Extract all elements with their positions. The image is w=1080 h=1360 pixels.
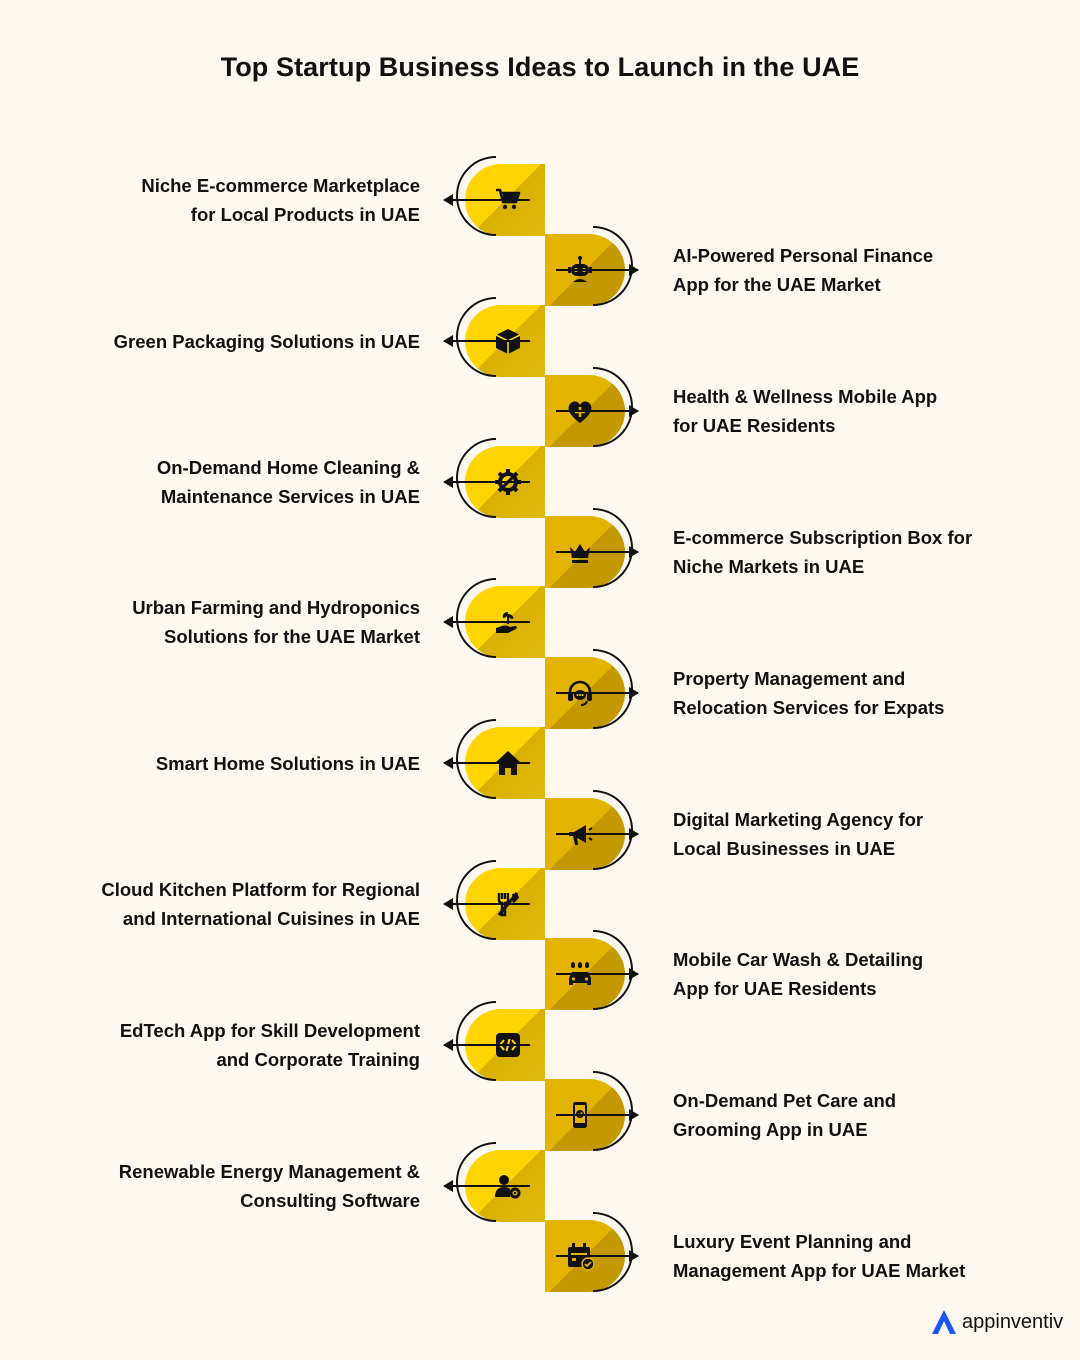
arrow-left-icon	[556, 1114, 638, 1116]
idea-label-line1: Green Packaging Solutions in UAE	[113, 331, 420, 352]
idea-label-line1: Digital Marketing Agency for	[673, 809, 924, 830]
idea-label	[40, 1157, 420, 1215]
idea-label	[673, 1227, 1053, 1285]
brand-logo	[930, 1306, 1063, 1338]
arrow-left-icon	[556, 269, 638, 271]
idea-label-line1: E-commerce Subscription Box for	[673, 527, 973, 548]
idea-label-line1: On-Demand Pet Care and	[673, 1090, 897, 1111]
arrow-right-icon	[444, 199, 530, 201]
arrow-right-icon	[444, 621, 530, 623]
idea-label-line2: Relocation Services for Expats	[673, 697, 945, 718]
idea-label	[40, 749, 420, 778]
idea-label	[673, 382, 1053, 440]
idea-label	[40, 1016, 420, 1074]
arrow-left-icon	[556, 1255, 638, 1257]
idea-label-line2: and Corporate Training	[216, 1049, 420, 1070]
brand-name: appinventiv	[962, 1310, 1064, 1333]
arrow-left-icon	[556, 410, 638, 412]
idea-label-line2: Maintenance Services in UAE	[160, 486, 420, 507]
arrow-left-icon	[556, 551, 638, 553]
idea-label-line2: Niche Markets in UAE	[673, 556, 865, 577]
idea-label-line2: Solutions for the UAE Market	[164, 626, 420, 647]
idea-label-line1: Property Management and	[673, 668, 906, 689]
page-title: Top Startup Business Ideas to Launch in the UAE	[220, 52, 860, 82]
idea-label	[40, 327, 420, 356]
idea-label	[673, 1086, 1053, 1144]
idea-label	[673, 664, 1053, 722]
idea-label-line1: AI-Powered Personal Finance	[673, 245, 934, 266]
idea-label-line2: App for UAE Residents	[673, 978, 877, 999]
arrow-right-icon	[444, 1185, 530, 1187]
idea-label-line2: Consulting Software	[240, 1190, 420, 1211]
idea-label	[40, 453, 420, 511]
idea-label	[40, 593, 420, 651]
idea-label-line2: Grooming App in UAE	[673, 1119, 868, 1140]
idea-label-line1: Luxury Event Planning and	[673, 1231, 912, 1252]
idea-label-line2: for Local Products in UAE	[190, 204, 420, 225]
idea-label-line1: Urban Farming and Hydroponics	[132, 597, 420, 618]
idea-label	[673, 945, 1053, 1003]
idea-label-line2: and International Cuisines in UAE	[122, 908, 420, 929]
arrow-left-icon	[556, 973, 638, 975]
idea-label-line2: Local Businesses in UAE	[673, 838, 896, 859]
arrow-right-icon	[444, 340, 530, 342]
idea-label-line1: Health & Wellness Mobile App	[673, 386, 938, 407]
idea-label-line1: Renewable Energy Management &	[118, 1161, 420, 1182]
idea-label-line1: Niche E-commerce Marketplace	[141, 175, 420, 196]
idea-label-line1: Smart Home Solutions in UAE	[155, 753, 420, 774]
arrow-right-icon	[444, 903, 530, 905]
idea-label-line2: App for the UAE Market	[673, 274, 881, 295]
arrow-left-icon	[556, 833, 638, 835]
idea-label-line1: EdTech App for Skill Development	[119, 1020, 420, 1041]
idea-label-line2: Management App for UAE Market	[673, 1260, 966, 1281]
idea-label	[673, 241, 1053, 299]
idea-label	[673, 523, 1053, 581]
arrow-right-icon	[444, 762, 530, 764]
idea-label	[40, 875, 420, 933]
idea-label	[673, 805, 1053, 863]
idea-label-line1: On-Demand Home Cleaning &	[156, 457, 420, 478]
idea-label-line1: Cloud Kitchen Platform for Regional	[101, 879, 420, 900]
idea-label-line1: Mobile Car Wash & Detailing	[673, 949, 924, 970]
arrow-right-icon	[444, 481, 530, 483]
arrow-left-icon	[556, 692, 638, 694]
idea-label-line2: for UAE Residents	[673, 415, 836, 436]
idea-label	[40, 171, 420, 229]
timeline-item	[0, 1220, 1080, 1360]
appinventiv-logo-icon	[930, 1308, 958, 1336]
arrow-right-icon	[444, 1044, 530, 1046]
